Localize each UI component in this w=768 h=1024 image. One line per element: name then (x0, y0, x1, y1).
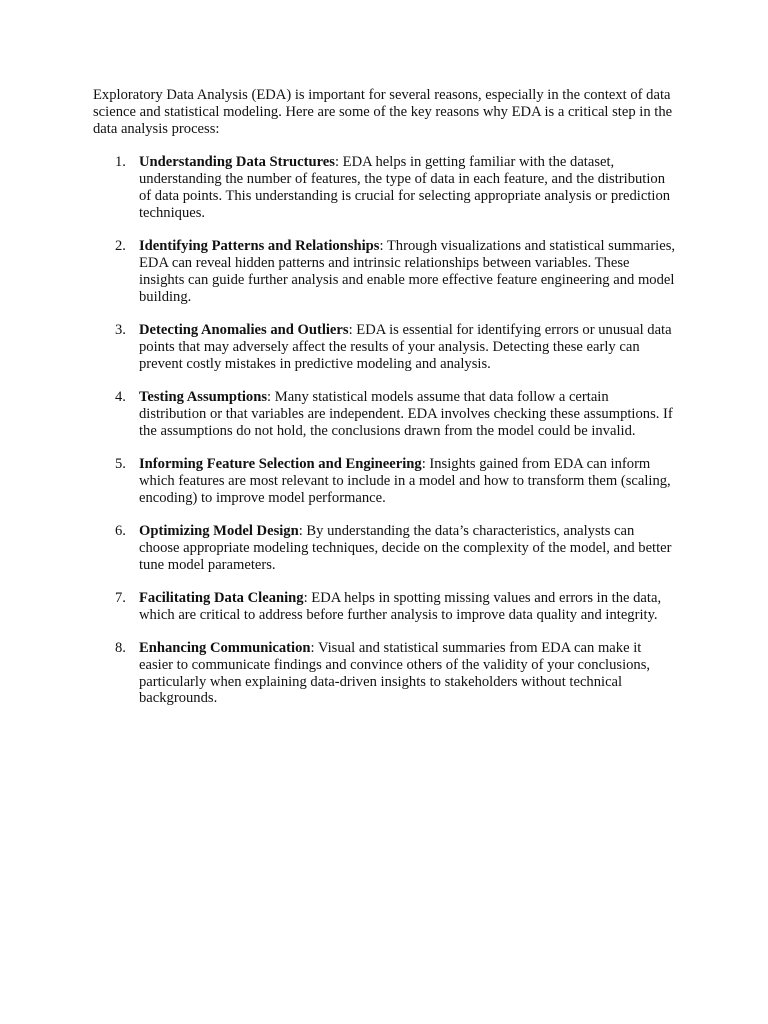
document-page (93, 87, 678, 724)
list-item (93, 154, 678, 221)
list-item-text: : EDA helps in spotting missing values and errors in the data, which are critical to address before further analysis to improve data quality and integrity. (139, 589, 662, 623)
list-item-text: : Visual and statistical summaries from EDA can make it easier to communicate findings and convince others of the validity of your conclusions, particularly when explaining data-driven insights to stakeholders without technical backgrounds. (139, 640, 651, 707)
list-item (93, 238, 678, 305)
list-item-title: Testing Assumptions (139, 388, 268, 405)
list-item-title: Understanding Data Structures (139, 154, 335, 171)
intro-paragraph: Exploratory Data Analysis (EDA) is important for several reasons, especially in the context of data science and statistical modeling. Here are some of the key reasons why EDA is a critical step in the data analysis process: (93, 87, 673, 137)
list-item-number: 7. (115, 589, 126, 606)
list-item-text: : EDA is essential for identifying errors or unusual data points that may adversely affect the results of your analysis. Detecting these early can prevent costly mistakes in predictive modeling and analysis. (139, 321, 672, 372)
list-item (93, 523, 678, 573)
list-item (93, 590, 678, 624)
list-item-number: 3. (115, 321, 126, 338)
list-item-title: Enhancing Communication (139, 640, 311, 657)
list-item-text: : Through visualizations and statistical summaries, EDA can reveal hidden patterns and intrinsic relationships between variables. These insights can guide further analysis and enable more effective feature engineering and model building. (139, 238, 676, 305)
list-item (93, 640, 678, 707)
list-item-number: 8. (115, 640, 126, 657)
list-item-text: : Insights gained from EDA can inform which features are most relevant to include in a model and how to transform them (scaling, encoding) to improve model performance. (139, 455, 671, 506)
list-item (93, 456, 678, 506)
list-item-text: : EDA helps in getting familiar with the dataset, understanding the number of features, the type of data in each feature, and the distribution of data points. This understanding is crucial for selecting appropriate analysis or prediction techniques. (139, 154, 671, 221)
list-item-number: 1. (115, 154, 126, 171)
list-item-text: : Many statistical models assume that data follow a certain distribution or that variables are independent. EDA involves checking these assumptions. If the assumptions do not hold, the conclusions drawn from the model could be invalid. (139, 388, 673, 439)
reasons-list (93, 154, 678, 707)
list-item-number: 6. (115, 522, 126, 539)
list-item-text: : By understanding the data’s characteristics, analysts can choose appropriate modeling techniques, decide on the complexity of the model, and better tune model parameters. (139, 522, 672, 573)
list-item-number: 2. (115, 238, 126, 255)
list-item (93, 389, 678, 439)
list-item-title: Identifying Patterns and Relationships (139, 238, 380, 255)
list-item-number: 5. (115, 455, 126, 472)
list-item-title: Informing Feature Selection and Engineering (139, 455, 422, 472)
list-item-number: 4. (115, 388, 126, 405)
list-item-title: Optimizing Model Design (139, 522, 299, 539)
list-item-title: Facilitating Data Cleaning (139, 589, 304, 606)
list-item (93, 322, 678, 372)
list-item-title: Detecting Anomalies and Outliers (139, 321, 349, 338)
